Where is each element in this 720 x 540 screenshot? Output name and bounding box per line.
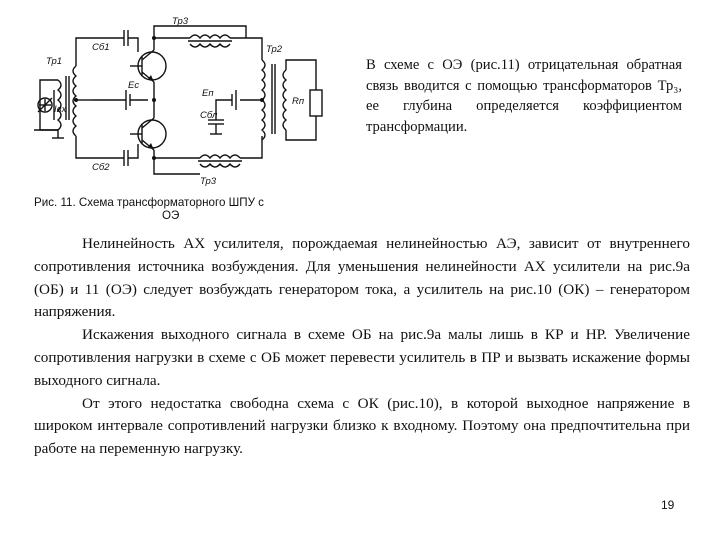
label-c-b1: Cб1 [92,42,110,53]
label-tr3-top: Тр3 [172,16,189,27]
label-tr2: Тр2 [266,44,283,55]
label-e-p: Еп [202,88,214,99]
label-tr3-bottom: Тр3 [200,176,217,187]
figure-caption [34,196,334,222]
label-i-vx: Iвх [54,104,67,115]
label-c-bl: Сбл [200,110,218,121]
paragraph-distortion: Искажения выходного сигнала в схеме ОБ на рис.9а малы лишь в КР и НР. Увеличение сопротивления нагрузки в схеме с ОБ может перевести усилитель в ПР и вызвать искажение формы выходного сигнала. [34,326,690,389]
figure-caption-line2: ОЭ [162,209,180,222]
label-tr1: Тр1 [46,56,63,67]
figure-caption-line1: Рис. 11. Схема трансформаторного ШПУ с [34,196,264,209]
body-text [34,233,690,461]
page-number: 19 [661,498,675,512]
label-c-b2: Cб2 [92,162,110,173]
paragraph-ok-scheme: От этого недостатка свободна схема с ОК (рис.10), в которой выходное напряжение в широком интервале сопротивлений нагрузки близко к входному. Поэтому она предпочтительна при работе на переменную нагрузку. [34,394,690,458]
label-r-n: Rп [292,96,305,107]
label-e-s: Еc [128,80,140,91]
side-description: В схеме с ОЭ (рис.11) отрицательная обратная связь вводится с помощью трансформаторов Тр₃, ее глубина определяется коэффициентом трансформации. [366,57,682,135]
paragraph-nonlinearity: Нелинейность АХ усилителя, порождаемая нелинейностью АЭ, зависит от внутреннего сопротивления источника возбуждения. Для уменьшения нелинейности АХ усилители на рис.9а (ОБ) и 11 (ОЭ) следует возбуждать генератором тока, а усилитель на рис.10 (ОК) – генератором напряжения. [34,235,690,321]
push-pull-amplifier-schematic [30,8,348,194]
